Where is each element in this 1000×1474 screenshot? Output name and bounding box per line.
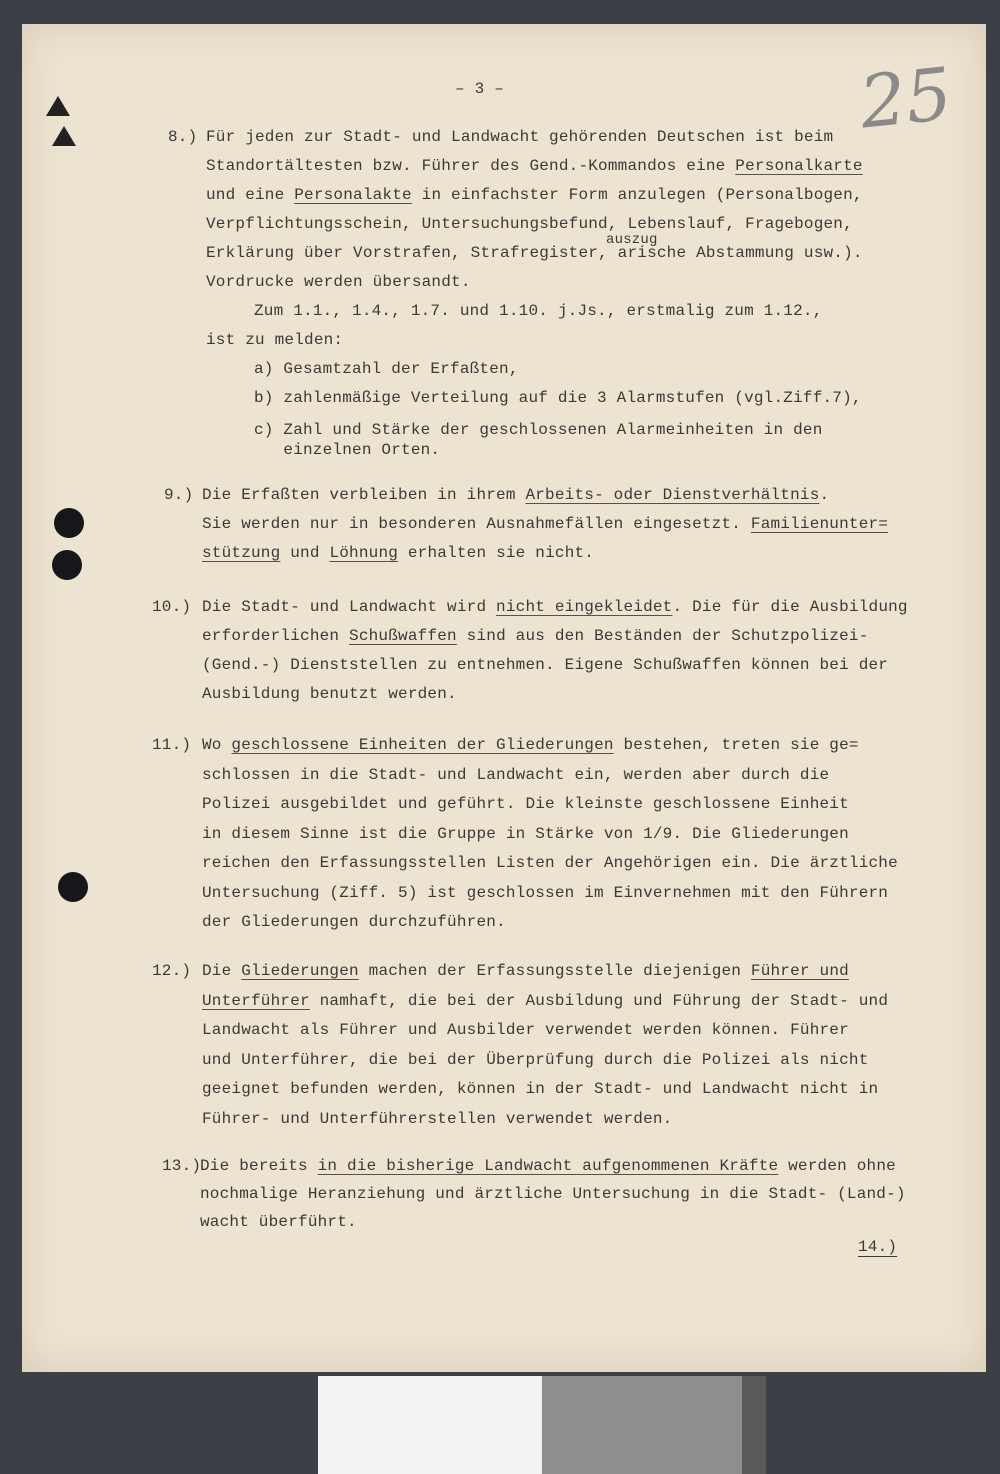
- text-segment: bestehen, treten sie ge=: [613, 736, 859, 754]
- text-line: [202, 1080, 878, 1098]
- text-line: [202, 486, 829, 504]
- underlined-segment: Schußwaffen: [349, 627, 457, 645]
- text-segment: namhaft, die bei der Ausbildung und Führung der Stadt- und: [309, 991, 889, 1010]
- paragraph-number: 9.): [164, 486, 194, 504]
- text-line: [202, 685, 457, 703]
- underlined-segment: Löhnung: [329, 544, 399, 562]
- text-segment: Wo: [202, 736, 232, 754]
- paragraph-number: 10.): [152, 598, 192, 616]
- text-line: [202, 795, 849, 813]
- underlined-segment: Personalkarte: [735, 157, 863, 175]
- text-line: [200, 1185, 906, 1203]
- text-line: [202, 766, 829, 784]
- punch-hole-icon: [54, 508, 84, 538]
- paragraph-number: 13.): [162, 1157, 202, 1175]
- text-segment: Für jeden zur Stadt- und Landwacht gehörenden Deutschen ist beim: [206, 128, 834, 146]
- text-line: [202, 736, 859, 754]
- text-segment: Erklärung über Vorstrafen, Strafregister, arische Abstammung usw.).: [206, 244, 863, 262]
- text-line: [202, 854, 898, 872]
- text-segment: Polizei ausgebildet und geführt. Die kleinste geschlossene Einheit: [202, 795, 849, 813]
- text-line: [202, 884, 888, 902]
- text-segment: Vordrucke werden übersandt.: [206, 273, 471, 291]
- text-segment: schlossen in die Stadt- und Landwacht ein, werden aber durch die: [202, 765, 830, 784]
- text-line: [206, 273, 471, 291]
- text-segment: (Gend.-) Dienststellen zu entnehmen. Eigene Schußwaffen können bei der: [202, 656, 889, 674]
- text-segment: Die bereits: [200, 1157, 318, 1175]
- report-item: c) Zahl und Stärke der geschlossenen Alarmeinheiten in den: [254, 421, 823, 439]
- text-line: [202, 627, 869, 645]
- color-calibration-white: [318, 1376, 542, 1474]
- text-segment: geeignet befunden werden, können in der Stadt- und Landwacht nicht in: [202, 1080, 879, 1098]
- text-line: [202, 656, 888, 674]
- text-segment: Landwacht als Führer und Ausbilder verwendet werden können. Führer: [202, 1021, 849, 1039]
- corner-mark-icon: [52, 126, 76, 146]
- text-segment: in diesem Sinne ist die Gruppe in Stärke von 1/9. Die Gliederungen: [202, 824, 849, 843]
- report-intro-cont: ist zu melden:: [206, 331, 344, 349]
- corner-mark-icon: [46, 96, 70, 116]
- text-line: [202, 544, 594, 562]
- text-line: [202, 962, 849, 980]
- text-segment: Die: [202, 962, 242, 980]
- underlined-segment: stützung: [202, 544, 281, 562]
- text-line: [202, 598, 908, 616]
- text-line: [206, 157, 863, 175]
- catchword: 14.): [858, 1238, 898, 1256]
- text-segment: Ausbildung benutzt werden.: [202, 685, 457, 703]
- text-line: [206, 215, 853, 233]
- report-item: einzelnen Orten.: [254, 441, 441, 459]
- underlined-segment: Führer und: [750, 962, 849, 980]
- text-segment: .: [819, 486, 830, 504]
- paragraph-number: 11.): [152, 736, 192, 754]
- text-segment: Standortältesten bzw. Führer des Gend.-Kommandos eine: [206, 157, 736, 175]
- pencil-annotation: 25: [855, 51, 956, 145]
- text-segment: in einfachster Form anzulegen (Personalbogen,: [411, 186, 863, 204]
- paragraph-number: 8.): [168, 128, 198, 146]
- text-line: [206, 128, 833, 146]
- text-segment: und: [280, 544, 330, 562]
- color-calibration-gray: [542, 1376, 742, 1474]
- text-segment: reichen den Erfassungsstellen Listen der Angehörigen ein. Die ärztliche: [202, 854, 898, 872]
- text-segment: Die Erfaßten verbleiben in ihrem: [202, 486, 526, 504]
- text-segment: . Die für die Ausbildung: [672, 598, 908, 616]
- text-segment: werden ohne: [778, 1157, 896, 1175]
- text-segment: und eine: [206, 186, 295, 204]
- text-segment: Die Stadt- und Landwacht wird: [202, 598, 497, 616]
- paragraph-number: 12.): [152, 962, 192, 980]
- underlined-segment: Gliederungen: [241, 962, 359, 980]
- handwritten-insert: auszug: [606, 232, 658, 248]
- text-segment: der Gliederungen durchzuführen.: [202, 913, 506, 931]
- text-line: [202, 913, 506, 931]
- text-line: [202, 1021, 849, 1039]
- text-segment: Führer- und Unterführerstellen verwendet werden.: [202, 1109, 673, 1128]
- underlined-segment: nicht eingekleidet: [496, 598, 673, 616]
- underlined-segment: in die bisherige Landwacht aufgenommenen Kräfte: [317, 1157, 779, 1175]
- text-segment: Sie werden nur in besonderen Ausnahmefällen eingesetzt.: [202, 515, 751, 533]
- text-line: [202, 992, 888, 1010]
- text-segment: Verpflichtungsschein, Untersuchungsbefund, Lebenslauf, Fragebogen,: [206, 215, 853, 233]
- text-segment: nochmalige Heranziehung und ärztliche Untersuchung in die Stadt- (Land-): [200, 1185, 906, 1203]
- text-line: [202, 825, 849, 843]
- report-item: b) zahlenmäßige Verteilung auf die 3 Alarmstufen (vgl.Ziff.7),: [254, 389, 862, 407]
- page-number: – 3 –: [455, 80, 505, 98]
- underlined-segment: Personalakte: [294, 186, 412, 204]
- underlined-segment: Arbeits- oder Dienstverhältnis: [525, 486, 820, 504]
- report-item: a) Gesamtzahl der Erfaßten,: [254, 360, 519, 378]
- text-line: [200, 1157, 896, 1175]
- text-line: [200, 1213, 357, 1231]
- text-segment: Untersuchung (Ziff. 5) ist geschlossen im Einvernehmen mit den Führern: [202, 883, 889, 902]
- report-intro: Zum 1.1., 1.4., 1.7. und 1.10. j.Js., erstmalig zum 1.12.,: [254, 302, 823, 320]
- punch-hole-icon: [58, 872, 88, 902]
- text-line: [202, 1051, 869, 1069]
- underlined-segment: geschlossene Einheiten der Gliederungen: [231, 736, 614, 754]
- text-segment: erforderlichen: [202, 627, 350, 645]
- text-line: [202, 1110, 672, 1128]
- underlined-segment: Unterführer: [202, 991, 310, 1010]
- text-line: [202, 515, 888, 533]
- text-segment: machen der Erfassungsstelle diejenigen: [358, 962, 751, 980]
- text-segment: und Unterführer, die bei der Überprüfung durch die Polizei als nicht: [202, 1050, 869, 1069]
- color-calibration-dark: [742, 1376, 766, 1474]
- punch-hole-icon: [52, 550, 82, 580]
- text-line: [206, 244, 863, 262]
- text-segment: wacht überführt.: [200, 1213, 357, 1231]
- text-segment: erhalten sie nicht.: [398, 544, 595, 562]
- underlined-segment: Familienunter=: [750, 515, 889, 533]
- text-segment: sind aus den Beständen der Schutzpolizei-: [456, 627, 869, 645]
- text-line: [206, 186, 863, 204]
